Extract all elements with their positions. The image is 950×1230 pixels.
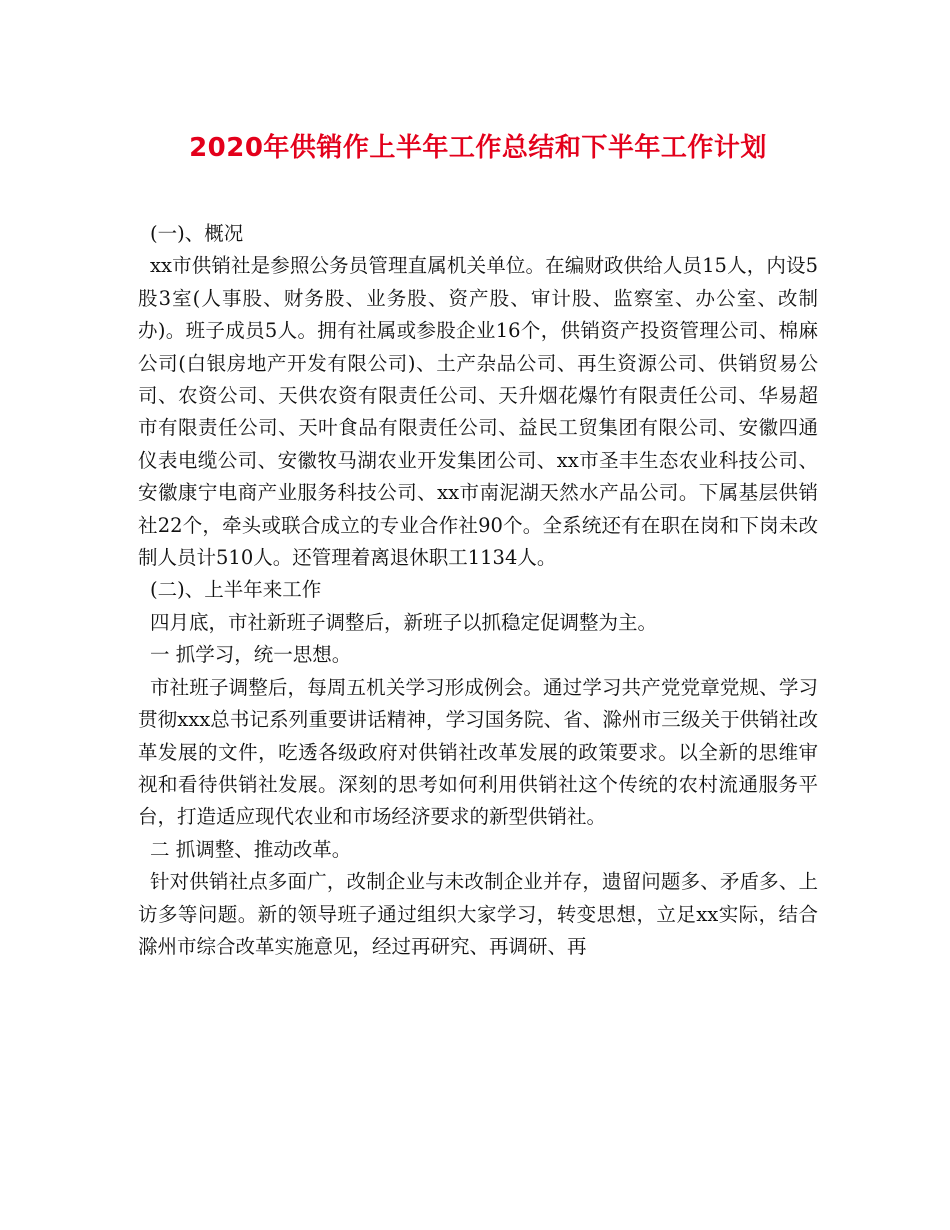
section-heading-first-half-work: (二)、上半年来工作 [150,578,322,602]
paragraph-april-adjustment: 四月底，市社新班子调整后，新班子以抓稳定促调整为主。 [150,610,658,634]
section-heading-overview: (一)、概况 [150,222,244,245]
paragraph-reform: 针对供销社点多面广，改制企业与未改制企业并存，遗留问题多、矛盾多、上访多等问题。新的领导班子通过组织大家学习，转变思想，立足xx实际，结合滁州市综合改革实施意见，经过再研究、再调研、再 [138,870,818,958]
subheading-study: 一 抓学习，统一思想。 [150,643,352,667]
paragraph-study: 市社班子调整后，每周五机关学习形成例会。通过学习共产党党章党规、学习贯彻xxx总书记系列重要讲话精神，学习国务院、省、滁州市三级关于供销社改革发展的文件，吃透各级政府对供销社改革发展的政策要求。以全新的思维审视和看待供销社发展。深刻的思考如何利用供销社这个传统的农村流通服务平台，打造适应现代农业和市场经济要求的新型供销社。 [138,675,818,829]
subheading-reform: 二 抓调整、推动改革。 [150,837,352,861]
document-page [138,128,818,963]
document-title: 2020年供销作上半年工作总结和下半年工作计划 [189,133,767,163]
paragraph-overview: xx市供销社是参照公务员管理直属机关单位。在编财政供给人员15人，内设5股3室(人事股、财务股、业务股、资产股、审计股、监察室、办公室、改制办)。班子成员5人。拥有社属或参股企业16个，供销资产投资管理公司、棉麻公司(白银房地产开发有限公司)、土产杂品公司、再生资源公司、供销贸易公司、农资公司、天供农资有限责任公司、天升烟花爆竹有限责任公司、华易超市有限责任公司、天叶食品有限责任公司、益民工贸集团有限公司、安徽四通仪表电缆公司、安徽牧马湖农业开发集团公司、xx市圣丰生态农业科技公司、安徽康宁电商产业服务科技公司、xx市南泥湖天然水产品公司。下属基层供销社22个，牵头或联合成立的专业合作社90个。全系统还有在职在岗和下岗未改制人员计510人。还管理着离退休职工1134人。 [138,254,818,570]
